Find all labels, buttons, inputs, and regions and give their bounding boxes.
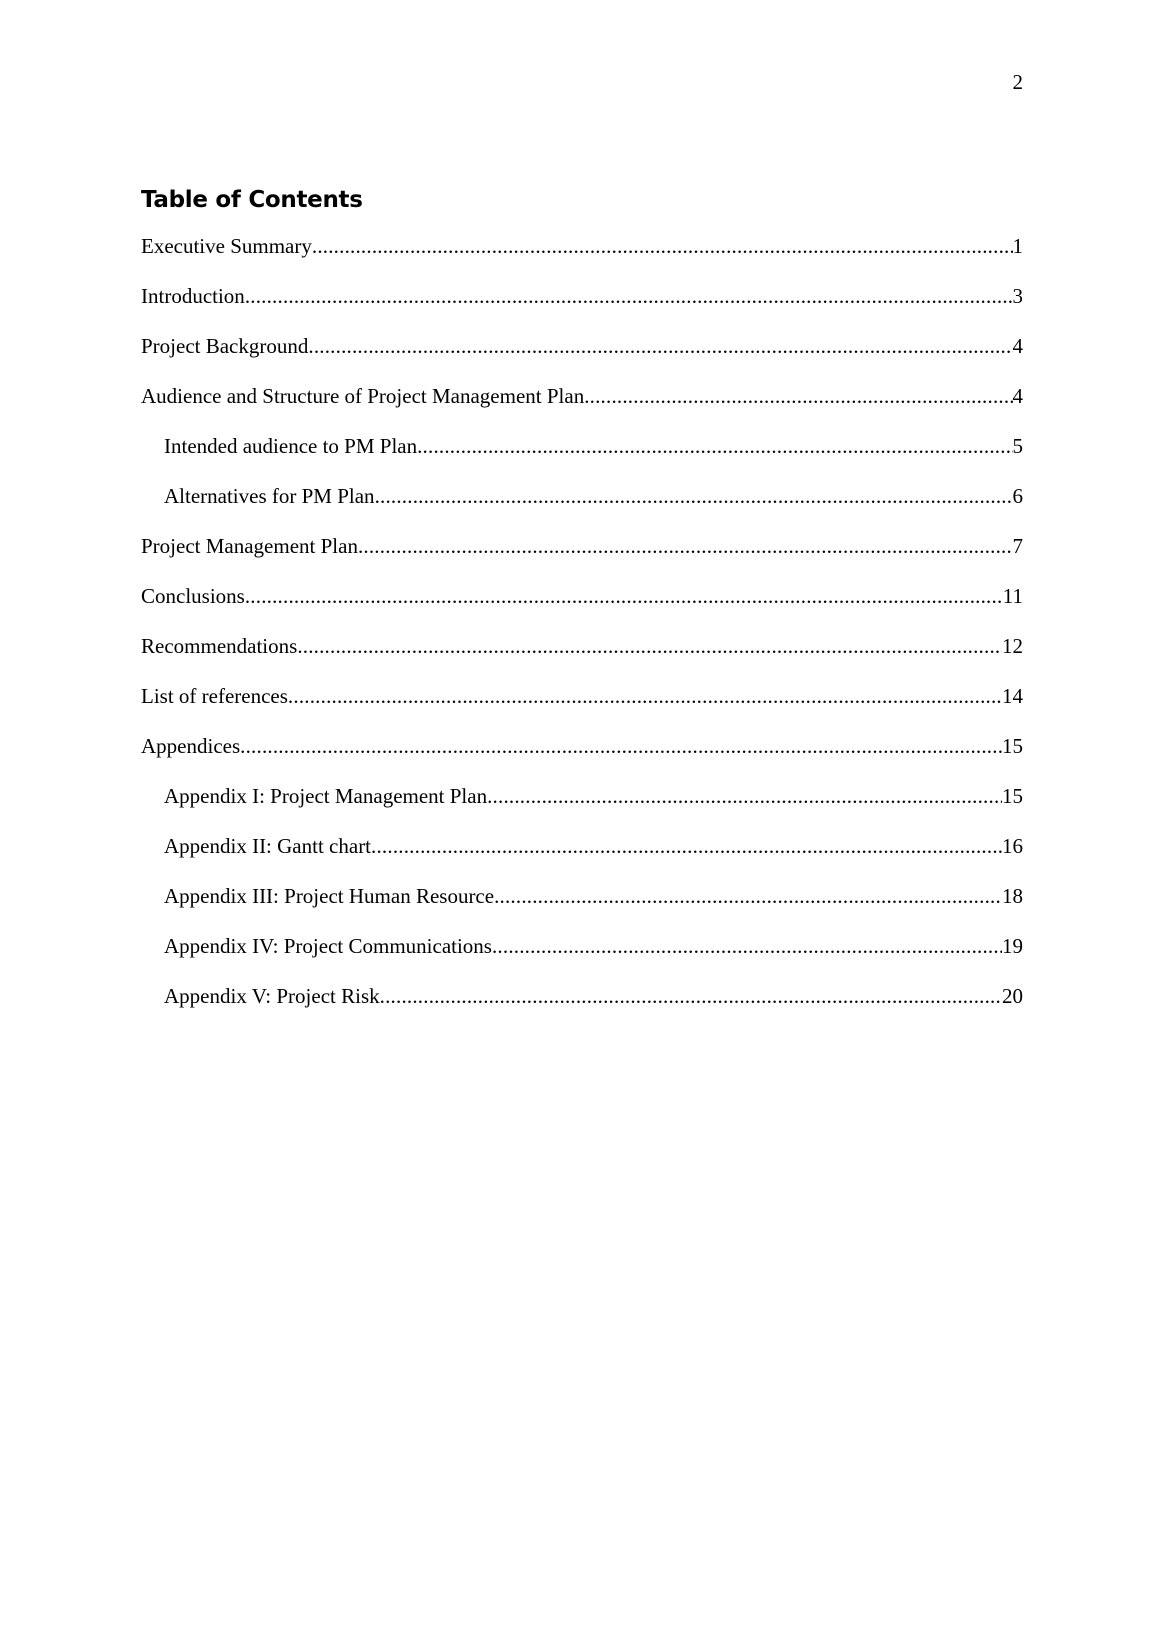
dot-leader [245,584,1003,608]
dot-leader [584,384,1012,408]
dot-leader [494,884,1002,908]
toc-entry-label: Recommendations [141,634,298,658]
toc-entry-label: Appendix I: Project Management Plan [164,784,488,808]
toc-entry-page: 15 [1002,784,1023,808]
dot-leader [487,784,1002,808]
toc-entry-label: Appendix V: Project Risk [164,984,380,1008]
dot-leader [240,734,1002,758]
toc-entry-appendix-3[interactable] [141,884,1023,934]
toc-entry-list-of-references[interactable] [141,684,1023,734]
toc-entry-label: Executive Summary [141,234,312,258]
toc-entry-label: Intended audience to PM Plan [164,434,418,458]
toc-entry-page: 11 [1002,584,1023,608]
toc-entry-alternatives[interactable] [141,484,1023,534]
toc-entry-page: 4 [1012,384,1023,408]
dot-leader [308,334,1012,358]
toc-entry-label: Appendix IV: Project Communications [164,934,492,958]
toc-entry-label: Appendix II: Gantt chart [164,834,372,858]
dot-leader [371,834,1002,858]
toc-entry-label: Audience and Structure of Project Management Plan [141,384,585,408]
dot-leader [380,984,1002,1008]
toc-entry-label: Conclusions [141,584,245,608]
toc-entry-conclusions[interactable] [141,584,1023,634]
toc-entry-label: Appendices [141,734,241,758]
toc-entry-label: Project Background [141,334,309,358]
toc-entry-page: 12 [1002,634,1023,658]
dot-leader [245,284,1013,308]
toc-entry-page: 6 [1012,484,1023,508]
toc-entry-page: 14 [1002,684,1023,708]
toc-entry-project-background[interactable] [141,334,1023,384]
toc-entry-label: Project Management Plan [141,534,358,558]
toc-entry-page: 3 [1012,284,1023,308]
toc-entry-page: 20 [1002,984,1023,1008]
dot-leader [358,534,1013,558]
toc-entry-label: List of references [141,684,288,708]
dot-leader [288,684,1002,708]
toc-entry-page: 5 [1012,434,1023,458]
toc-entry-page: 16 [1002,834,1023,858]
toc-title: Table of Contents [141,187,363,213]
dot-leader [492,934,1002,958]
toc-entry-appendix-5[interactable] [141,984,1023,1034]
toc-entry-label: Appendix III: Project Human Resource [164,884,495,908]
dot-leader [312,234,1013,258]
toc-entry-page: 7 [1012,534,1023,558]
toc-entry-label: Introduction [141,284,245,308]
dot-leader [417,434,1012,458]
toc-entry-page: 15 [1002,734,1023,758]
toc-entry-label: Alternatives for PM Plan [164,484,375,508]
dot-leader [297,634,1002,658]
toc-entry-appendices[interactable] [141,734,1023,784]
toc-entry-page: 4 [1012,334,1023,358]
toc-entry-executive-summary[interactable] [141,234,1023,284]
table-of-contents [141,234,1023,1034]
dot-leader [375,484,1013,508]
toc-entry-appendix-4[interactable] [141,934,1023,984]
toc-entry-appendix-2[interactable] [141,834,1023,884]
toc-entry-project-management-plan[interactable] [141,534,1023,584]
toc-entry-recommendations[interactable] [141,634,1023,684]
toc-entry-audience-structure[interactable] [141,384,1023,434]
page-number: 2 [1012,70,1023,94]
toc-entry-introduction[interactable] [141,284,1023,334]
toc-entry-appendix-1[interactable] [141,784,1023,834]
toc-entry-page: 18 [1002,884,1023,908]
toc-entry-intended-audience[interactable] [141,434,1023,484]
toc-entry-page: 19 [1002,934,1023,958]
toc-entry-page: 1 [1012,234,1023,258]
